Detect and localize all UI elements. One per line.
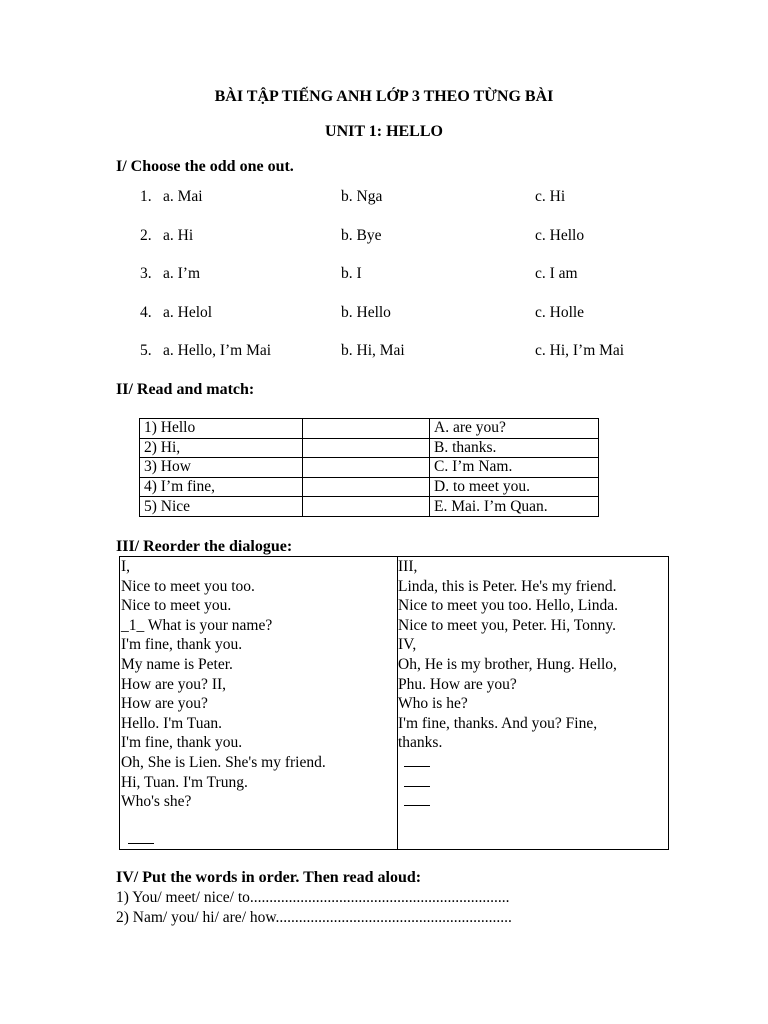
unit-title: UNIT 1: HELLO: [325, 123, 443, 140]
answer-blank[interactable]: [121, 830, 391, 850]
dialogue-line: Nice to meet you too. Hello, Linda.: [398, 597, 618, 615]
dialogue-line: How are you?: [121, 695, 208, 713]
dialogue-right-column: [398, 557, 668, 812]
table-row: [140, 477, 599, 497]
match-answer-cell[interactable]: [303, 458, 430, 478]
dialogue-line: Who's she?: [121, 793, 192, 811]
dialogue-left-column: [121, 557, 391, 849]
match-left-cell: 1) Hello: [140, 419, 303, 439]
option-b: b. Bye: [341, 227, 382, 244]
item-number: 5.: [140, 342, 152, 359]
match-left-cell: 3) How: [140, 458, 303, 478]
dialogue-line: Hello. I'm Tuan.: [121, 714, 222, 732]
answer-blank[interactable]: [398, 792, 668, 812]
option-c: c. I am: [535, 265, 578, 282]
dialogue-line: thanks.: [398, 734, 443, 752]
item-number: 3.: [140, 265, 152, 282]
dialogue-line: IV,: [398, 636, 417, 654]
option-c: c. Hi, I’m Mai: [535, 342, 625, 359]
item-number: 1.: [140, 188, 152, 205]
answer-blank[interactable]: [398, 753, 668, 773]
match-answer-cell[interactable]: [303, 477, 430, 497]
option-c: c. Hi: [535, 188, 566, 205]
dialogue-line: Nice to meet you.: [121, 597, 232, 615]
table-row: [140, 497, 599, 517]
section1-heading: I/ Choose the odd one out.: [116, 158, 294, 175]
match-right-cell: E. Mai. I’m Quan.: [430, 497, 599, 517]
table-row: [140, 419, 599, 439]
dialogue-line: I'm fine, thanks. And you? Fine,: [398, 714, 598, 732]
reorder-item[interactable]: 1) You/ meet/ nice/ to...................................................................: [116, 889, 510, 906]
item-number: 4.: [140, 304, 152, 321]
dialogue-line: Who is he?: [398, 695, 468, 713]
option-b: b. Hello: [341, 304, 391, 321]
dialogue-box: [119, 556, 669, 850]
match-right-cell: B. thanks.: [430, 438, 599, 458]
answer-blank[interactable]: [398, 773, 668, 793]
option-a: a. Helol: [163, 304, 213, 321]
match-right-cell: D. to meet you.: [430, 477, 599, 497]
table-row: [140, 458, 599, 478]
dialogue-line: III,: [398, 558, 418, 575]
option-a: a. Mai: [163, 188, 203, 205]
match-table: [139, 418, 599, 517]
match-answer-cell[interactable]: [303, 419, 430, 439]
dialogue-line: Nice to meet you, Peter. Hi, Tonny.: [398, 616, 617, 634]
dialogue-line: I'm fine, thank you.: [121, 636, 243, 654]
item-number: 2.: [140, 227, 152, 244]
match-left-cell: 2) Hi,: [140, 438, 303, 458]
match-right-cell: A. are you?: [430, 419, 599, 439]
option-b: b. I: [341, 265, 362, 282]
dialogue-line: Linda, this is Peter. He's my friend.: [398, 577, 617, 595]
option-b: b. Nga: [341, 188, 383, 205]
match-answer-cell[interactable]: [303, 497, 430, 517]
match-answer-cell[interactable]: [303, 438, 430, 458]
match-left-cell: 4) I’m fine,: [140, 477, 303, 497]
worksheet-title: BÀI TẬP TIẾNG ANH LỚP 3 THEO TỪNG BÀI: [214, 88, 554, 105]
option-b: b. Hi, Mai: [341, 342, 405, 359]
dialogue-line: My name is Peter.: [121, 655, 233, 673]
section4-heading: IV/ Put the words in order. Then read aloud:: [116, 869, 422, 886]
dialogue-line: Oh, She is Lien. She's my friend.: [121, 753, 326, 771]
reorder-item[interactable]: 2) Nam/ you/ hi/ are/ how.............................................................: [116, 909, 512, 926]
dialogue-line: Oh, He is my brother, Hung. Hello,: [398, 655, 617, 673]
dialogue-line: I'm fine, thank you.: [121, 734, 243, 752]
section2-heading: II/ Read and match:: [116, 381, 255, 398]
dialogue-line: Phu. How are you?: [398, 675, 517, 693]
section3-heading: III/ Reorder the dialogue:: [116, 538, 293, 555]
option-c: c. Holle: [535, 304, 585, 321]
dialogue-line: _1_ What is your name?: [121, 616, 273, 634]
dialogue-line: Hi, Tuan. I'm Trung.: [121, 773, 248, 791]
option-a: a. Hello, I’m Mai: [163, 342, 272, 359]
match-left-cell: 5) Nice: [140, 497, 303, 517]
dialogue-line: I,: [121, 558, 131, 575]
table-row: [140, 438, 599, 458]
option-a: a. I’m: [163, 265, 201, 282]
dialogue-line: Nice to meet you too.: [121, 577, 255, 595]
match-right-cell: C. I’m Nam.: [430, 458, 599, 478]
option-a: a. Hi: [163, 227, 194, 244]
dialogue-line: How are you? II,: [121, 675, 227, 693]
option-c: c. Hello: [535, 227, 585, 244]
